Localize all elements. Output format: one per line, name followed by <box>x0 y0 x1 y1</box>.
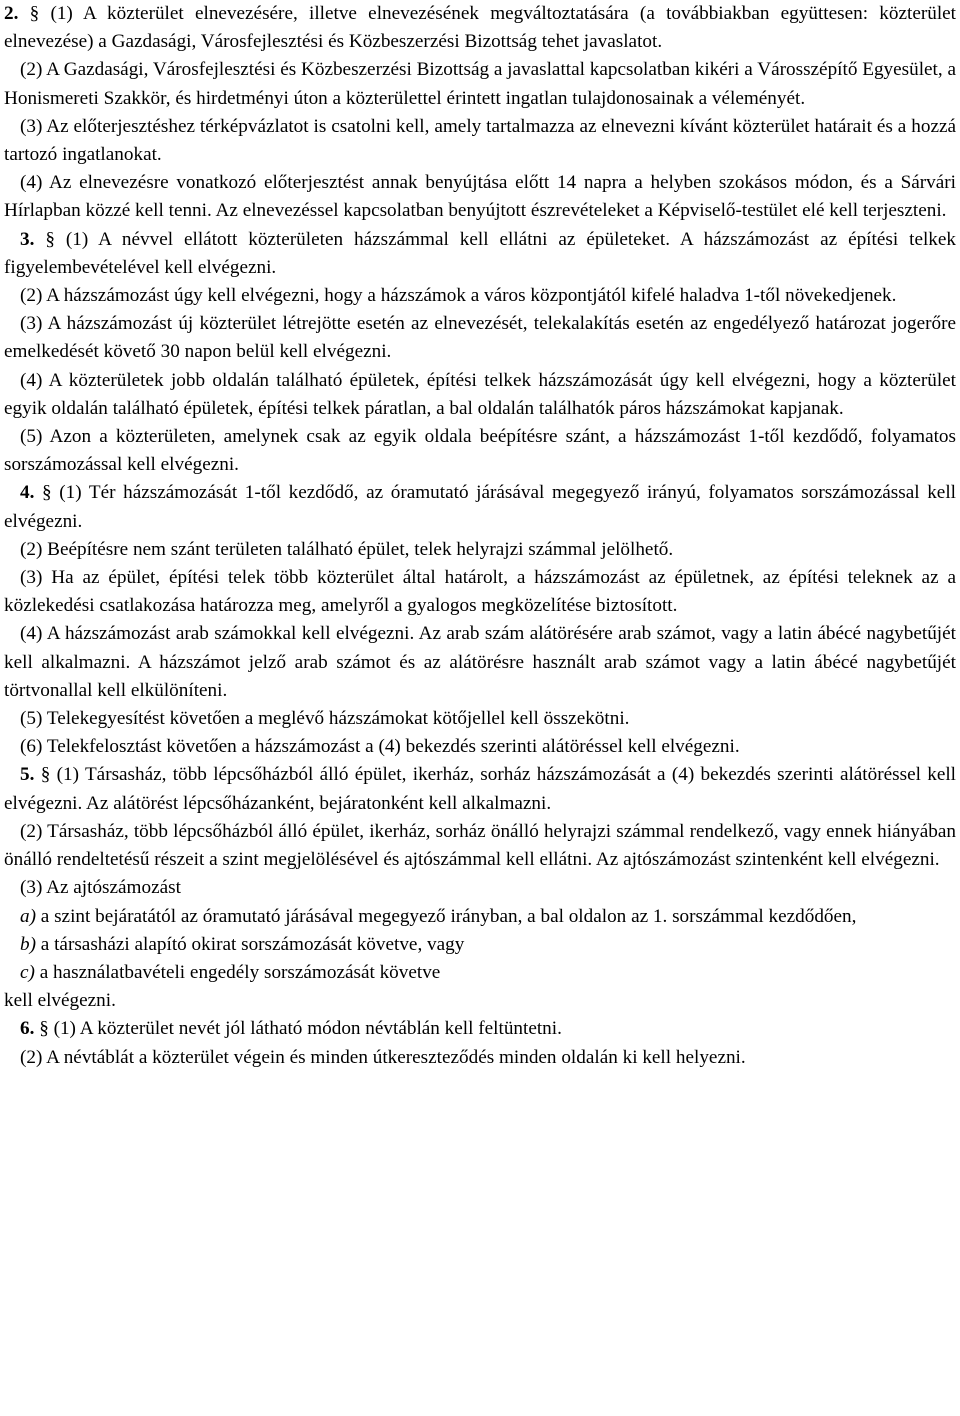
section-2-paragraph-1 <box>4 0 956 56</box>
section-4-paragraph-3: (3) Ha az épület, építési telek több közterület által határolt, a házszámozást az épületnek, az építési teleknek az a közlekedési csatlakozása határozza meg, amelyről a gyalogos megközelítése biztosított. <box>4 567 956 617</box>
section-6-paragraph-1 <box>4 1015 956 1043</box>
section-number: 4. <box>20 482 35 504</box>
list-marker: a) <box>20 905 36 927</box>
section-4-paragraph-6: (6) Telekfelosztást követően a házszámozást a (4) bekezdés szerinti alátöréssel kell elvégezni. <box>20 736 740 758</box>
section-5-paragraph-3: (3) Az ajtószámozást <box>20 877 181 899</box>
section-2-paragraph-4: (4) Az elnevezésre vonatkozó előterjesztést annak benyújtása előtt 14 napra a helyben szokásos módon, és a Sárvári Hírlapban közzé kell tenni. Az elnevezéssel kapcsolatban benyújtott észrevételeket a Képviselő-testület elé kell terjeszteni. <box>4 172 956 222</box>
paragraph-text: § (1) A névvel ellátott közterületen házszámmal kell ellátni az épületeket. A házszámozást az építési telkek figyelembevételével kell elvégezni. <box>4 228 956 278</box>
list-marker: b) <box>20 933 36 955</box>
list-item-b <box>4 931 956 959</box>
list-item-c <box>4 959 956 987</box>
section-5-paragraph-2: (2) Társasház, több lépcsőházból álló épület, ikerház, sorház önálló helyrajzi számmal rendelkező, vagy ennek hiányában önálló rendeltetésű részeit a szint megjelölésével és ajtószámmal kell ellátni. Az ajtószámozást szintenként kell elvégezni. <box>4 820 956 871</box>
list-item-text: a használatbavételi engedély sorszámozását követve <box>34 961 441 983</box>
section-4-paragraph-4: (4) A házszámozást arab számokkal kell elvégezni. Az arab szám alátörésére arab számot, vagy a latin ábécé nagybetűjét kell alkalmazni. A házszámot jelző arab számot és az alátörésre használt arab számot vagy a latin ábécé nagybetűjét törtvonallal kell elkülöníteni. <box>4 623 956 701</box>
section-number: 3. <box>20 228 35 250</box>
paragraph-text: § (1) A közterület nevét jól látható módon névtáblán kell feltüntetni. <box>34 1018 562 1040</box>
list-closing-text: kell elvégezni. <box>4 990 116 1012</box>
section-number: 2. <box>4 3 19 24</box>
section-3-paragraph-2: (2) A házszámozást úgy kell elvégezni, hogy a házszámok a város központjától kifelé haladva 1-től növekedjenek. <box>20 285 897 307</box>
section-3-paragraph-3: (3) A házszámozást új közterület létrejötte esetén az elnevezését, telekalakítás esetén az engedélyező határozat jogerőre emelkedését követő 30 napon belül kell elvégezni. <box>4 313 956 363</box>
section-3-paragraph-1 <box>4 226 956 282</box>
section-2-paragraph-3: (3) Az előterjesztéshez térképvázlatot is csatolni kell, amely tartalmazza az elnevezni kívánt közterület határait és a hozzá tartozó ingatlanokat. <box>4 115 956 166</box>
section-4-paragraph-2: (2) Beépítésre nem szánt területen található épület, telek helyrajzi számmal jelölhető. <box>20 538 674 560</box>
section-number: 6. <box>20 1018 35 1040</box>
list-marker: c) <box>20 961 35 983</box>
section-2-paragraph-2: (2) A Gazdasági, Városfejlesztési és Közbeszerzési Bizottság a javaslattal kapcsolatban kikéri a Városszépítő Egyesület, a Honismereti Szakkör, és hirdetményi úton a közterülettel érintett ingatlan tulajdonosainak a véleményét. <box>4 59 956 109</box>
paragraph-text: § (1) Társasház, több lépcsőházból álló épület, ikerház, sorház házszámozását a (4) bekezdés szerinti alátöréssel kell elvégezni. Az alátörést lépcsőházanként, bejáratonként kell alkalmazni. <box>4 764 956 814</box>
section-number: 5. <box>20 764 35 786</box>
paragraph-text: § (1) Tér házszámozását 1-től kezdődő, az óramutató járásával megegyező irányú, folyamatos sorszámozással kell elvégezni. <box>4 482 956 532</box>
paragraph-text: § (1) A közterület elnevezésére, illetve elnevezésének megváltoztatására (a továbbiakban együttesen: közterület elnevezése) a Gazdasági, Városfejlesztési és Közbeszerzési Bizottság tehet javaslatot. <box>4 3 956 53</box>
section-4-paragraph-1 <box>4 479 956 535</box>
list-item-text: a szint bejáratától az óramutató járásával megegyező irányban, a bal oldalon az 1. sorszámmal kezdődően, <box>35 905 857 927</box>
section-5-paragraph-1 <box>4 761 956 817</box>
list-item-text: a társasházi alapító okirat sorszámozását követve, vagy <box>35 933 465 955</box>
section-3-paragraph-4: (4) A közterületek jobb oldalán található épületek, építési telkek házszámozását úgy kell elvégezni, hogy a közterület egyik oldalán található épületek, építési telkek páratlan, a bal oldalán találhatók páros házszámokat kapjanak. <box>4 369 956 419</box>
section-3-paragraph-5: (5) Azon a közterületen, amelynek csak az egyik oldala beépítésre szánt, a házszámozást 1-től kezdődő, folyamatos sorszámozással kell elvégezni. <box>4 426 956 476</box>
section-4-paragraph-5: (5) Telekegyesítést követően a meglévő házszámokat kötőjellel kell összekötni. <box>20 708 630 730</box>
list-item-a <box>4 903 956 931</box>
section-6-paragraph-2: (2) A névtáblát a közterület végein és minden útkereszteződés minden oldalán ki kell helyezni. <box>20 1046 746 1068</box>
